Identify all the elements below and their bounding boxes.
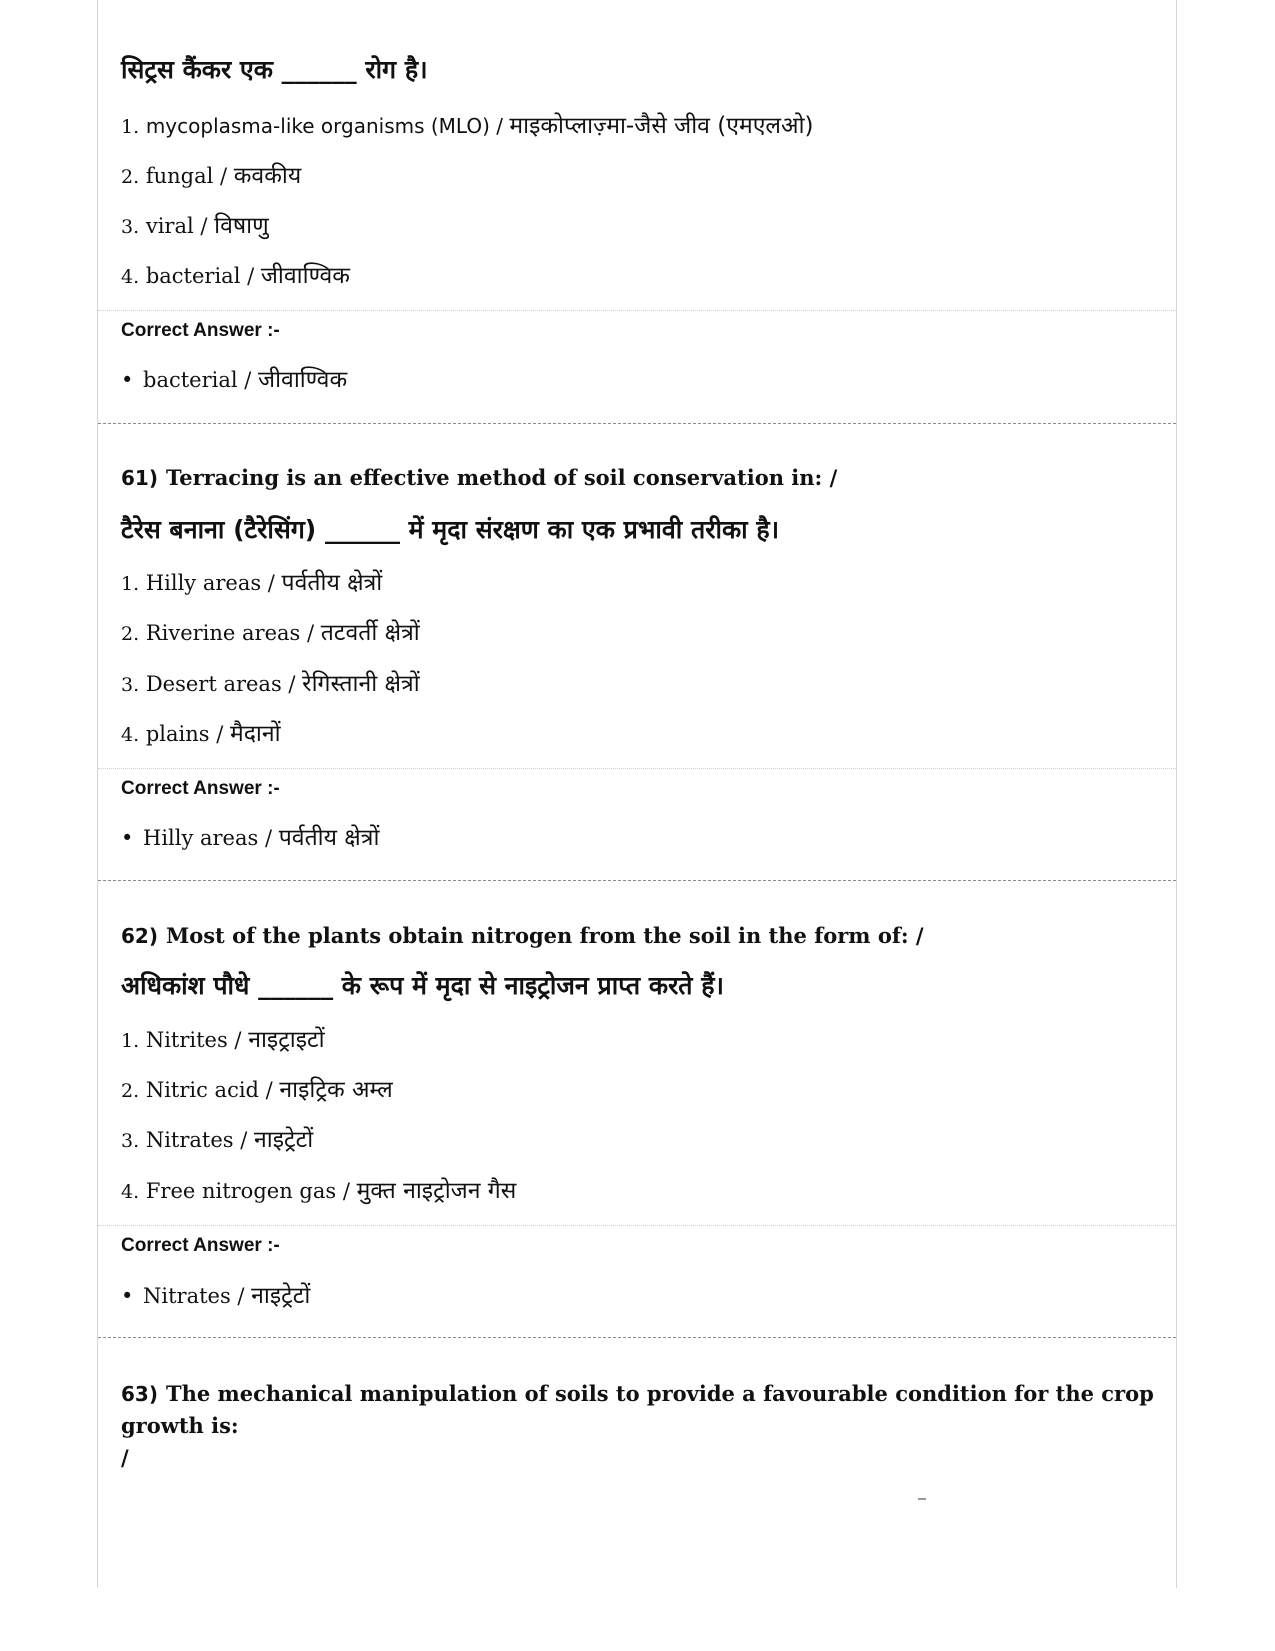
question-number: 61): [121, 466, 158, 490]
q60-correct-answer-label: Correct Answer :-: [121, 320, 280, 341]
answer-hindi: पर्वतीय क्षेत्रों: [278, 825, 380, 851]
bullet-icon: •: [121, 1284, 134, 1308]
q61-option-3[interactable]: [121, 666, 420, 698]
option-number: 3.: [121, 216, 140, 238]
option-english: Free nitrogen gas /: [145, 1179, 357, 1203]
option-hindi: मैदानों: [229, 721, 281, 747]
answer-hindi: जीवाण्विक: [258, 367, 348, 393]
option-number: 2.: [121, 166, 140, 188]
divider: [98, 768, 1176, 769]
q61-option-4[interactable]: [121, 716, 281, 748]
divider: [98, 310, 1176, 311]
question-slash: /: [121, 1445, 129, 1470]
question-separator: [98, 1337, 1176, 1338]
option-english: mycoplasma-like organisms (MLO) /: [145, 114, 510, 138]
q62-hindi-question: अधिकांश पौधे ______ के रूप में मृदा से नाइट्रोजन प्राप्त करते हैं।: [121, 971, 724, 1000]
option-number: 4.: [121, 1181, 140, 1203]
q63-question: [121, 1378, 1156, 1474]
q60-option-4[interactable]: [121, 258, 350, 290]
q60-option-1[interactable]: [121, 108, 814, 140]
q62-option-4[interactable]: [121, 1173, 516, 1205]
q62-option-1[interactable]: [121, 1022, 325, 1054]
option-hindi: तटवर्ती क्षेत्रों: [320, 620, 420, 646]
q60-hindi-question: सिट्रस कैंकर एक ______ रोग है।: [121, 55, 428, 84]
answer-hindi: नाइट्रेटों: [251, 1283, 311, 1309]
option-hindi: पर्वतीय क्षेत्रों: [281, 570, 383, 596]
option-hindi: कवकीय: [233, 163, 302, 189]
option-number: 2.: [121, 623, 140, 645]
q61-correct-answer: [121, 820, 379, 852]
question-text: Most of the plants obtain nitrogen from the soil in the form of: /: [165, 923, 924, 948]
bullet-icon: •: [121, 826, 134, 850]
option-hindi: विषाणु: [214, 213, 269, 239]
question-number: 63): [121, 1382, 158, 1406]
option-english: Nitrites /: [145, 1028, 249, 1052]
option-english: fungal /: [145, 164, 234, 188]
option-hindi: माइकोप्लाज़्मा-जैसे जीव (एमएलओ): [509, 113, 814, 139]
option-english: plains /: [145, 722, 230, 746]
answer-english: Hilly areas /: [143, 826, 279, 850]
option-hindi: नाइट्रिक अम्ल: [279, 1077, 393, 1103]
option-english: Nitrates /: [145, 1128, 254, 1152]
option-number: 3.: [121, 1130, 140, 1152]
q60-option-2[interactable]: [121, 158, 301, 190]
q62-option-2[interactable]: [121, 1072, 393, 1104]
option-number: 3.: [121, 674, 140, 696]
option-hindi: मुक्त नाइट्रोजन गैस: [356, 1178, 517, 1204]
option-english: viral /: [145, 214, 215, 238]
q62-correct-answer-label: Correct Answer :-: [121, 1235, 280, 1256]
option-number: 1.: [121, 573, 140, 595]
answer-english: bacterial /: [143, 368, 259, 392]
q61-hindi-question: टैरेस बनाना (टैरेसिंग) ______ में मृदा संरक्षण का एक प्रभावी तरीका है।: [121, 515, 780, 544]
q60-correct-answer: [121, 362, 347, 394]
document-page: [97, 0, 1177, 1588]
q62-option-3[interactable]: [121, 1122, 313, 1154]
option-english: bacterial /: [145, 264, 261, 288]
q61-correct-answer-label: Correct Answer :-: [121, 778, 280, 799]
question-number: 62): [121, 924, 158, 948]
option-number: 1.: [121, 116, 140, 138]
answer-english: Nitrates /: [143, 1284, 252, 1308]
q62-question: [121, 920, 1156, 952]
option-number: 4.: [121, 266, 140, 288]
q61-question: [121, 462, 1156, 494]
question-text: The mechanical manipulation of soils to provide a favourable condition for the crop growth is:: [121, 1381, 1154, 1438]
option-hindi: जीवाण्विक: [260, 263, 350, 289]
divider: [98, 1225, 1176, 1226]
question-text: Terracing is an effective method of soil conservation in: /: [165, 465, 838, 490]
option-hindi: रेगिस्तानी क्षेत्रों: [302, 671, 420, 697]
option-hindi: नाइट्राइटों: [248, 1027, 325, 1053]
option-number: 1.: [121, 1030, 140, 1052]
option-english: Nitric acid /: [145, 1078, 280, 1102]
option-number: 2.: [121, 1080, 140, 1102]
option-number: 4.: [121, 724, 140, 746]
option-english: Riverine areas /: [145, 621, 321, 645]
option-english: Desert areas /: [145, 672, 303, 696]
q62-correct-answer: [121, 1278, 310, 1310]
page-mark: [918, 1498, 926, 1500]
q60-option-3[interactable]: [121, 208, 269, 240]
question-separator: [98, 880, 1176, 881]
q61-option-2[interactable]: [121, 615, 420, 647]
question-separator: [98, 423, 1176, 424]
option-english: Hilly areas /: [145, 571, 282, 595]
option-hindi: नाइट्रेटों: [254, 1127, 314, 1153]
bullet-icon: •: [121, 368, 134, 392]
q61-option-1[interactable]: [121, 565, 382, 597]
